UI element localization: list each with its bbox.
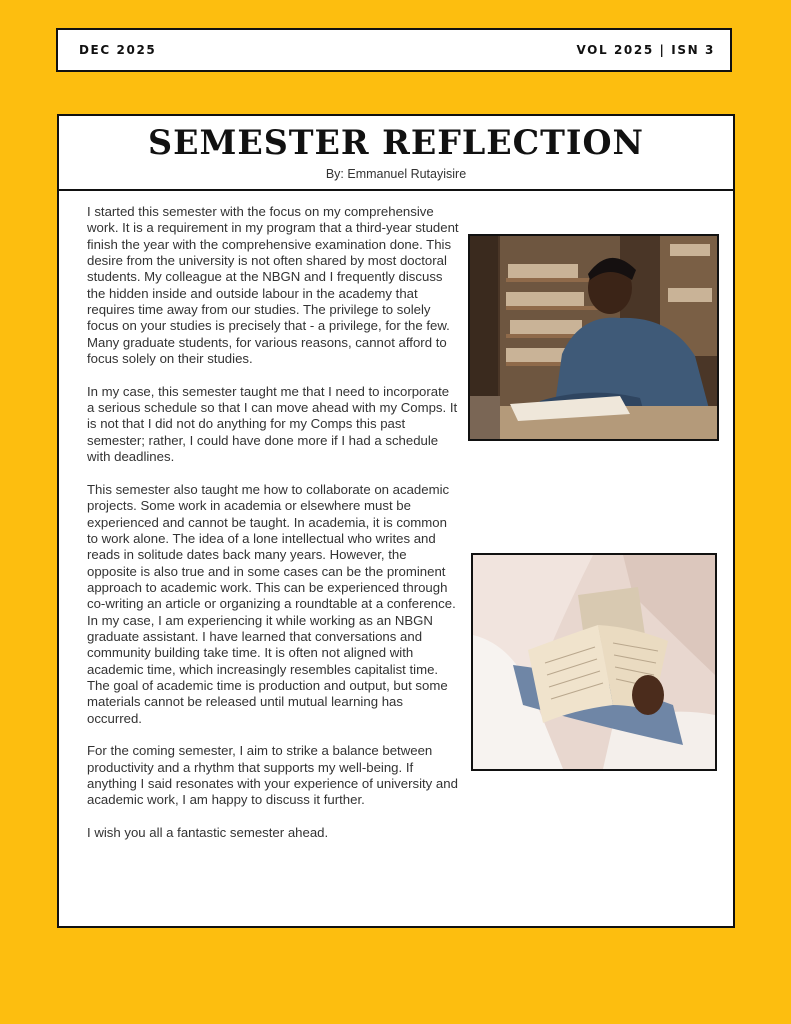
article-body <box>87 204 459 858</box>
article-title: SEMESTER REFLECTION <box>148 123 644 163</box>
paragraph-4: For the coming semester, I aim to strike a balance between productivity and a rhythm that supports my well-being. If anything I said resonates with your experience of university and academic work, I am happy to discuss it further. <box>87 743 458 808</box>
article-byline: By: Emmanuel Rutayisire <box>325 167 467 181</box>
paragraph-1: I started this semester with the focus on my comprehensive work. It is a requirement in my program that a third-year student finish the year with the comprehensive examination done. This desire from the university is not often shared by most doctoral students. My colleague at the NBGN and I frequently discuss the hidden inside and outside labour in the academy that requires time away from our studies. The privilege to solely focus on your studies is precisely that - a privilege, for the few. Many graduate students, for various reasons, cannot afford to focus solely on their studies. <box>87 204 459 367</box>
masthead-bar <box>56 28 732 72</box>
issue-date: DEC 2025 <box>79 43 157 57</box>
paragraph-5: I wish you all a fantastic semester ahead. <box>87 825 329 841</box>
photo-reading-open-book <box>471 553 717 771</box>
article-header <box>59 116 733 191</box>
article-card <box>57 114 735 928</box>
paragraph-3: This semester also taught me how to collaborate on academic projects. Some work in academia or elsewhere must be experienced and cannot be taught. In academia, it is common to work alone. The idea of a lone intellectual who writes and reads in solitude dates back many years. However, the opposite is also true and in some cases can be the prominent approach to academic work. This can be experienced through co-writing an article or organizing a roundtable at a conference. In my case, I am experiencing it while working as an NBGN graduate assistant. I have learned that conversations and community building take time. It is often not aligned with academic time, which increasingly resembles capitalist time. The goal of academic time is production and output, but some materials cannot be released until mutual learning has occurred. <box>87 481 456 726</box>
paragraph-2: In my case, this semester taught me that I need to incorporate a serious schedule so that I can move ahead with my Comps. It is not that I did not do anything for my Comps this past semester; rather, I could have done more if I had a schedule with deadlines. <box>87 383 458 465</box>
photo-student-studying-library <box>468 234 719 441</box>
volume-issue-number: VOL 2025 | ISN 3 <box>576 43 715 57</box>
